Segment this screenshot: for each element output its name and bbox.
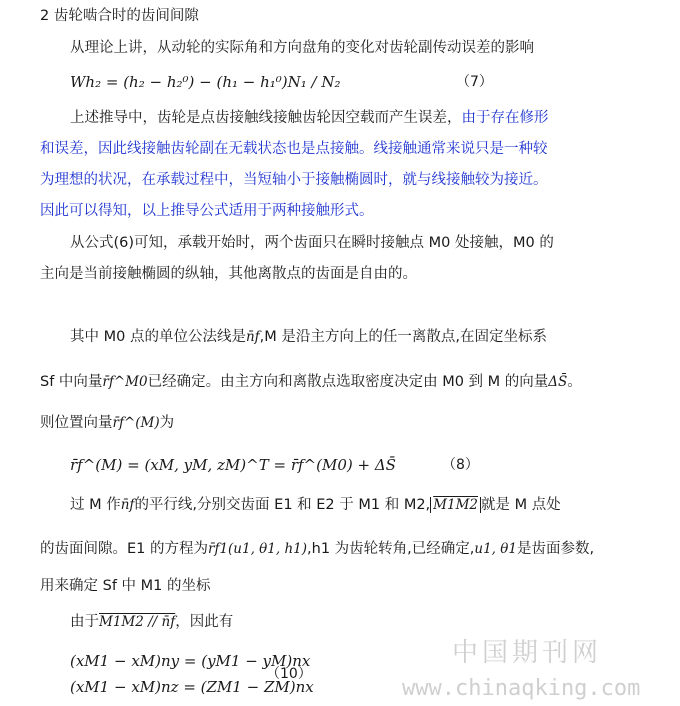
paragraph-2-line-1	[70, 108, 549, 128]
p5-normal-symbol: n̄f	[120, 497, 135, 513]
p4-text: 为	[159, 415, 175, 431]
p5-text: 的平行线,分别交齿面 E1 和 E2 于 M1 和 M2,	[134, 497, 431, 513]
paragraph-1: 从理论上讲，从动轮的实际角和方向盘角的变化对齿轮副传动误差的影响	[70, 40, 534, 56]
paragraph-2-highlight: 由于存在修形	[461, 110, 549, 126]
p4-text: 。	[567, 374, 582, 390]
paragraph-6-line-1	[70, 612, 233, 632]
p6-text: ，因此有	[175, 614, 234, 630]
equation-7	[70, 72, 341, 92]
p5-params-symbol: u1, θ1	[474, 541, 517, 557]
paragraph-5-line-1	[70, 495, 561, 515]
paragraph-5-line-2	[40, 539, 594, 559]
paragraph-4-line-3	[40, 413, 174, 433]
p5-text: 就是 M 点处	[481, 497, 561, 513]
paragraph-2-line-2: 和误差，因此线接触齿轮副在无载状态也是点接触。线接触通常来说只是一种较	[40, 141, 548, 157]
p4-text: Sf 中向量	[40, 374, 103, 390]
p4-vector-symbol: r̄f^M0	[102, 374, 148, 390]
p4-delta-symbol: ΔS̄	[548, 374, 568, 390]
equation-7-formula: Wh₂ = (h₂ − h₂⁰) − (h₁ − h₁⁰)N₁ / N₂	[70, 73, 341, 91]
p5-text: ,h1 为齿轮转角,已经确定,	[307, 541, 475, 557]
p6-parallel-symbol: M1M2 // n̄f	[99, 614, 176, 630]
p4-text: ,M 是沿主方向上的任一离散点,在固定坐标系	[259, 329, 548, 345]
paragraph-4-line-2	[40, 372, 582, 392]
p5-text: 是齿面参数,	[516, 541, 595, 557]
section-heading: 2 齿轮啮合时的齿间间隙	[40, 8, 199, 24]
equation-10-number: （10）	[266, 666, 312, 682]
equation-10-row-1: (xM1 − xM)ny = (yM1 − yM)nx	[70, 652, 311, 670]
equation-8-number: （8）	[442, 457, 479, 473]
p4-text: 其中 M0 点的单位公法线是	[70, 329, 246, 345]
equation-8-formula: r̄f^(M) = (xM, yM, zM)^T = r̄f^(M0) + ΔS̄	[70, 456, 396, 474]
p4-position-symbol: r̄f^(M)	[112, 415, 160, 431]
equation-7-number: （7）	[456, 74, 493, 90]
paragraph-5-line-3: 用来确定 Sf 中 M1 的坐标	[40, 578, 211, 594]
p5-text: 过 M 作	[70, 497, 121, 513]
paragraph-4-line-1	[70, 327, 547, 347]
watermark-logo-text: 中国期刊网	[452, 638, 603, 668]
p6-text: 由于	[70, 614, 99, 630]
paragraph-2-line-3: 为理想的状况，在承载过程中，当短轴小于接触椭圆时，就与线接触较为接近。	[40, 172, 548, 188]
p5-gap-symbol: M1M2	[430, 497, 481, 513]
equation-8	[70, 455, 396, 475]
equation-10-row-2: (xM1 − xM)nz = (ZM1 − ZM)nx	[70, 678, 314, 696]
paragraph-3-line-2: 主向是当前接触椭圆的纵轴，其他离散点的齿面是自由的。	[40, 266, 417, 282]
p4-normal-symbol: n̄f	[245, 329, 260, 345]
paragraph-2-text: 上述推导中，齿轮是点齿接触线接触齿轮因空载而产生误差，	[70, 110, 462, 126]
paragraph-3-line-1: 从公式(6)可知，承载开始时，两个齿面只在瞬时接触点 M0 处接触，M0 的	[70, 235, 554, 251]
watermark-url: www.chinaqking.com	[402, 676, 641, 701]
p4-text: 则位置向量	[40, 415, 113, 431]
p5-text: 的齿面间隙。E1 的方程为	[40, 541, 208, 557]
p4-text: 已经确定。由主方向和离散点选取密度决定由 M0 到 M 的向量	[147, 374, 549, 390]
p5-surface-equation: r̄f1(u1, θ1, h1)	[208, 541, 308, 557]
paragraph-2-line-4: 因此可以得知，以上推导公式适用于两种接触形式。	[40, 203, 374, 219]
